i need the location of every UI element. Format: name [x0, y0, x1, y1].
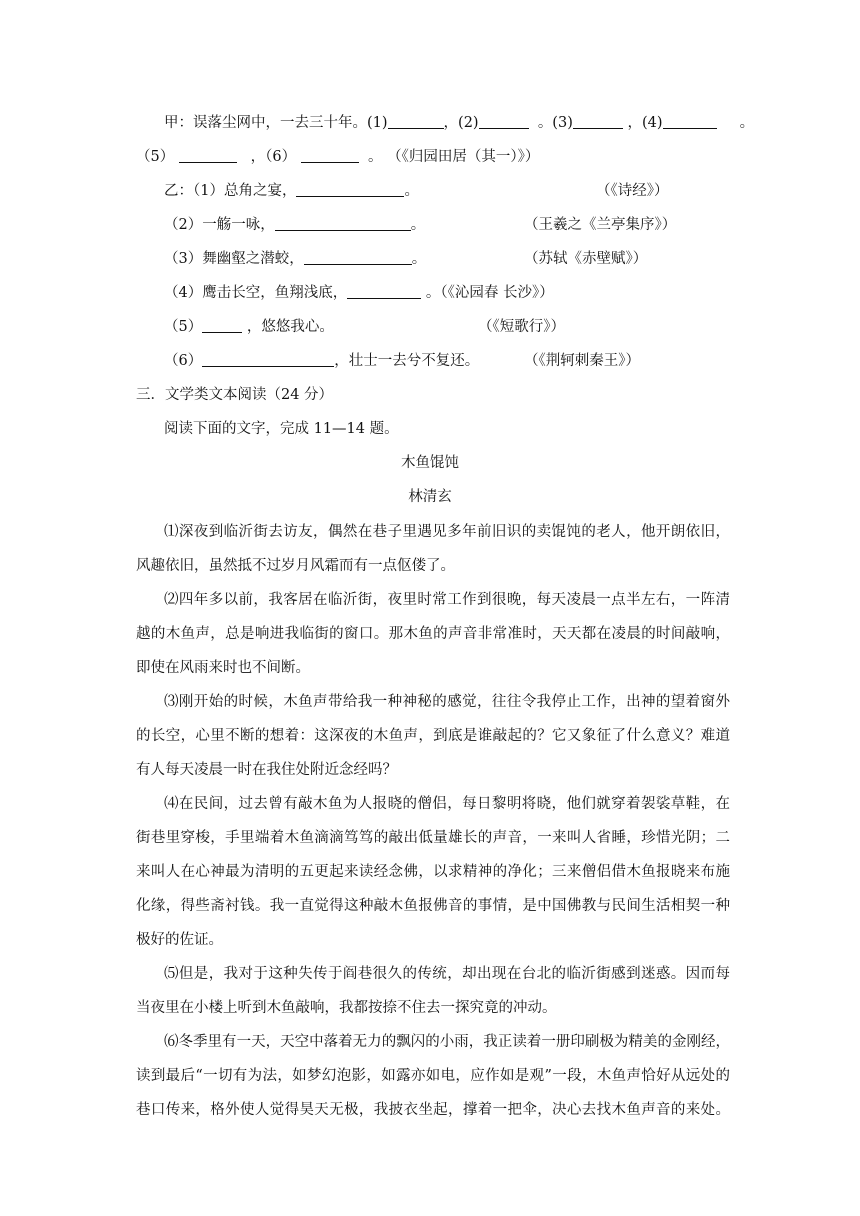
dictation-text: ，悠悠我心。: [246, 319, 334, 335]
dictation-jia-line-1: [164, 113, 754, 133]
article-title: 木鱼馄饨: [401, 455, 459, 471]
article-line: ⑷在民间，过去曾有敲木鱼为人报晓的僧侣，每日黎明将晓，他们就穿着袈裟草鞋，在: [164, 796, 730, 812]
article-line: 来叫人在心神最为清明的五更起来读经念佛，以求精神的净化；三来僧侣借木鱼报晓来布施: [136, 864, 730, 880]
source-shijing: （《诗经》）: [596, 183, 669, 199]
dictation-text: 乙：（1）总角之宴，: [164, 183, 297, 199]
article-line: 极好的佐证。: [136, 932, 223, 948]
dictation-yi-4: [164, 283, 554, 303]
article-line: ⑴深夜到临沂街去访友，偶然在巷子里遇见多年前旧识的卖馄饨的老人，他开朗依旧，: [164, 524, 730, 540]
dictation-text: 。 （《归园田居（其一）》）: [367, 149, 540, 165]
article-line: ⑹冬季里有一天，天空中落着无力的飘闪的小雨，我正读着一册印刷极为精美的金刚经，: [164, 1034, 730, 1050]
section-instruction: 阅读下面的文字，完成 11—14 题。: [164, 421, 399, 437]
dictation-text: （5）: [164, 319, 203, 335]
answer-blank[interactable]: [304, 250, 412, 265]
article-line: ⑶刚开始的时候，木鱼声带给我一种神秘的感觉，往往令我停止工作，出神的望着窗外: [164, 694, 730, 710]
answer-blank[interactable]: [663, 114, 717, 129]
dictation-text: ，(2): [443, 115, 479, 131]
dictation-text: （4）鹰击长空，鱼翔浅底，: [164, 285, 348, 301]
dictation-text: ，(4): [627, 115, 663, 131]
article-line: 化缘，得些斋衬钱。我一直觉得这种敲木鱼报佛音的事情，是中国佛教与民间生活相契一种: [136, 898, 730, 914]
article-line: 当夜里在小楼上听到木鱼敲响，我都按捺不住去一探究竟的冲动。: [136, 1000, 557, 1016]
article-line: ⑸但是，我对于这种失传于阎巷很久的传统，却出现在台北的临沂街感到迷惑。因而每: [164, 966, 730, 982]
article-line: 越的木鱼声，总是响进我临街的窗口。那木鱼的声音非常准时，天天都在凌晨的时间敲响，: [136, 626, 730, 642]
answer-blank[interactable]: [573, 114, 623, 129]
answer-blank[interactable]: [479, 114, 529, 129]
article-line: ⑵四年多以前，我客居在临沂街，夜里时常工作到很晚，每天凌晨一点半左右，一阵清: [164, 592, 730, 608]
answer-blank[interactable]: [296, 182, 404, 197]
source-chibifu: （苏轼《赤壁赋》）: [524, 251, 648, 267]
dictation-text: 。: [411, 251, 427, 267]
answer-blank[interactable]: [301, 148, 359, 163]
dictation-text: （5）: [136, 149, 175, 165]
dictation-text: 。: [739, 115, 755, 131]
dictation-yi-5: [164, 317, 334, 337]
article-author: 林清玄: [408, 489, 452, 505]
dictation-text: 。: [410, 217, 426, 233]
answer-blank[interactable]: [202, 318, 242, 333]
dictation-text: （6）: [164, 353, 203, 369]
dictation-jia-line-2: [136, 147, 539, 167]
dictation-yi-3: [164, 249, 426, 269]
answer-blank[interactable]: [202, 352, 334, 367]
dictation-text: 。（《沁园春 长沙》）: [425, 285, 554, 301]
dictation-text: 甲：误落尘网中，一去三十年。(1): [164, 115, 388, 131]
source-jingke: （《荆轲刺秦王》）: [524, 353, 640, 369]
answer-blank[interactable]: [275, 216, 411, 231]
answer-blank[interactable]: [179, 148, 237, 163]
dictation-text: 。(3): [537, 115, 573, 131]
source-lantingjixu: （王羲之《兰亭集序》）: [524, 217, 677, 233]
dictation-text: 。: [404, 183, 419, 199]
article-line: 即使在风雨来时也不间断。: [136, 660, 310, 676]
answer-blank[interactable]: [347, 284, 421, 299]
dictation-yi-2: [164, 215, 425, 235]
dictation-yi-6: [164, 351, 479, 371]
dictation-text: ，（6）: [250, 149, 297, 165]
dictation-text: （2）一觞一咏，: [164, 217, 275, 233]
article-line: 街巷里穿梭，手里端着木鱼滴滴笃笃的敲出低量雄长的声音，一来叫人省睡，珍惜光阴；二: [136, 830, 730, 846]
article-line: 读到最后“一切有为法，如梦幻泡影，如露亦如电，应作如是观”一段，木鱼声恰好从远处的: [136, 1068, 730, 1084]
dictation-yi-1: [164, 181, 419, 201]
source-duangexing: （《短歌行》）: [478, 319, 565, 335]
article-line: 巷口传来，格外使人觉得昊天无极，我披衣坐起，撑着一把伞，决心去找木鱼声音的来处。: [136, 1102, 730, 1118]
dictation-text: ，壮士一去兮不复还。: [334, 353, 480, 369]
section-heading: 三．文学类文本阅读（24 分）: [136, 387, 334, 403]
article-line: 有人每天凌晨一时在我住处附近念经吗？: [136, 762, 397, 778]
article-line: 的长空，心里不断的想着：这深夜的木鱼声，到底是谁敲起的？它又象征了什么意义？难道: [136, 728, 730, 744]
answer-blank[interactable]: [388, 114, 444, 129]
article-line: 风趣依旧，虽然抵不过岁月风霜而有一点伛偻了。: [136, 558, 455, 574]
dictation-text: （3）舞幽壑之潜蛟，: [164, 251, 304, 267]
